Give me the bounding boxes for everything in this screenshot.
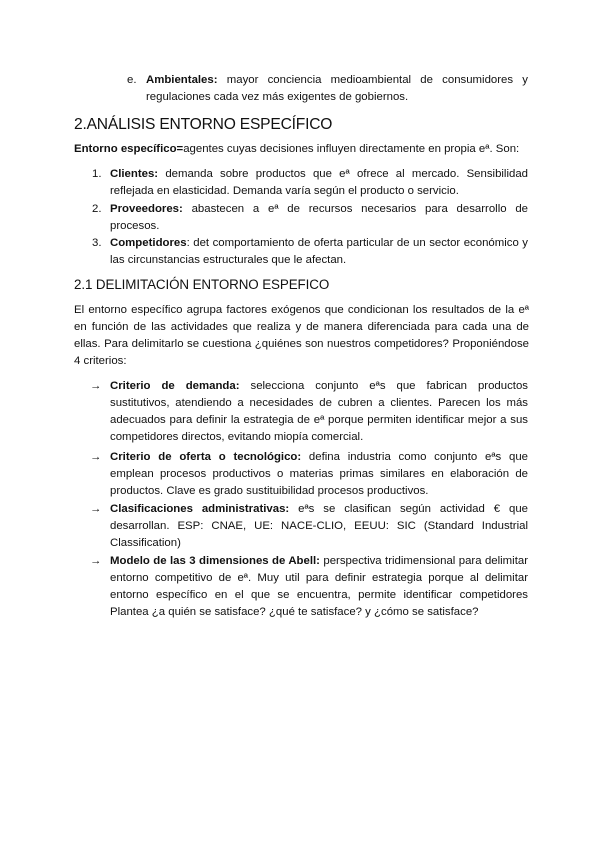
intro-text: agentes cuyas decisiones influyen directamente en propia eª. Son: (183, 143, 520, 155)
list-item-proveedores (110, 201, 528, 235)
arrow-item-text: defina industria como conjunto eªs que emplean procesos productivos o materias primas similares en elaboración de productos. Clave es grado sustituibilidad procesos productivos. (110, 451, 529, 497)
list-marker: 1. (92, 168, 102, 180)
list-item-text: : det comportamiento de oferta particular de un sector económico y las circunstancias estructurales que le afectan. (110, 237, 528, 266)
list-item-ambientales (146, 72, 528, 106)
arrow-item-abell (110, 553, 528, 621)
body-paragraph: El entorno específico agrupa factores exógenos que condicionan los resultados de la eª en función de las actividades que realiza y de manera diferenciada para cada una de ellas. Para delimitarlo se cuestiona ¿quiénes son nuestros competidores? Proponiéndose 4 criterios: (74, 304, 529, 367)
section-heading: 2.ANÁLISIS ENTORNO ESPECÍFICO (74, 116, 333, 133)
arrow-item-text: selecciona conjunto eªs que fabrican productos sustitutivos, atendiendo a necesidades de cubren a clientes. Parecen los más adecuados para definir la estrategia de eª porque permiten identificar mejor a sus competidores directos, evitando miopía comercial. (110, 380, 528, 443)
list-item-clientes (110, 166, 528, 200)
intro-term: Entorno específico= (74, 143, 184, 155)
arrow-item-term: Criterio de oferta o tecnológico: (110, 451, 302, 463)
arrow-item-oferta (110, 449, 528, 500)
list-item-term: Clientes: (110, 168, 159, 180)
list-marker: e. (127, 74, 137, 86)
list-item-competidores (110, 235, 528, 269)
list-item-term: Competidores (110, 237, 187, 249)
intro-paragraph (74, 141, 529, 158)
arrow-icon: → (90, 555, 102, 567)
arrow-item-term: Clasificaciones administrativas: (110, 503, 290, 515)
list-item-text: demanda sobre productos que eª ofrece al mercado. Sensibilidad reflejada en elasticidad. Demanda varía según el producto o servicio. (110, 168, 528, 197)
subsection-heading: 2.1 DELIMITACIÓN ENTORNO ESPEFICO (74, 277, 330, 292)
list-item-text: mayor conciencia medioambiental de consumidores y regulaciones cada vez más exigentes de gobiernos. (146, 74, 528, 103)
arrow-item-text: perspectiva tridimensional para delimitar entorno competitivo de eª. Muy util para definir estrategia porque al delimitar entorno específico en el que se encuentra, permite identificar competidores Plantea ¿a quién se satisface? ¿qué te satisface? y ¿cómo se satisface? (110, 555, 528, 618)
list-marker: 3. (92, 237, 102, 249)
arrow-item-term: Modelo de las 3 dimensiones de Abell: (110, 555, 320, 567)
arrow-item-demanda (110, 378, 528, 446)
arrow-icon: → (90, 380, 102, 392)
arrow-icon: → (90, 451, 102, 463)
list-item-term: Ambientales: (146, 74, 218, 86)
list-item-text: abastecen a eª de recursos necesarios para desarrollo de procesos. (110, 203, 528, 232)
arrow-item-clasificaciones (110, 501, 528, 552)
arrow-item-term: Criterio de demanda: (110, 380, 240, 392)
list-marker: 2. (92, 203, 102, 215)
arrow-icon: → (90, 503, 102, 515)
list-item-term: Proveedores: (110, 203, 183, 215)
arrow-item-text: eªs se clasifican según actividad € que desarrollan. ESP: CNAE, UE: NACE-CLIO, EEUU: SIC (Standard Industrial Classification) (110, 503, 528, 549)
